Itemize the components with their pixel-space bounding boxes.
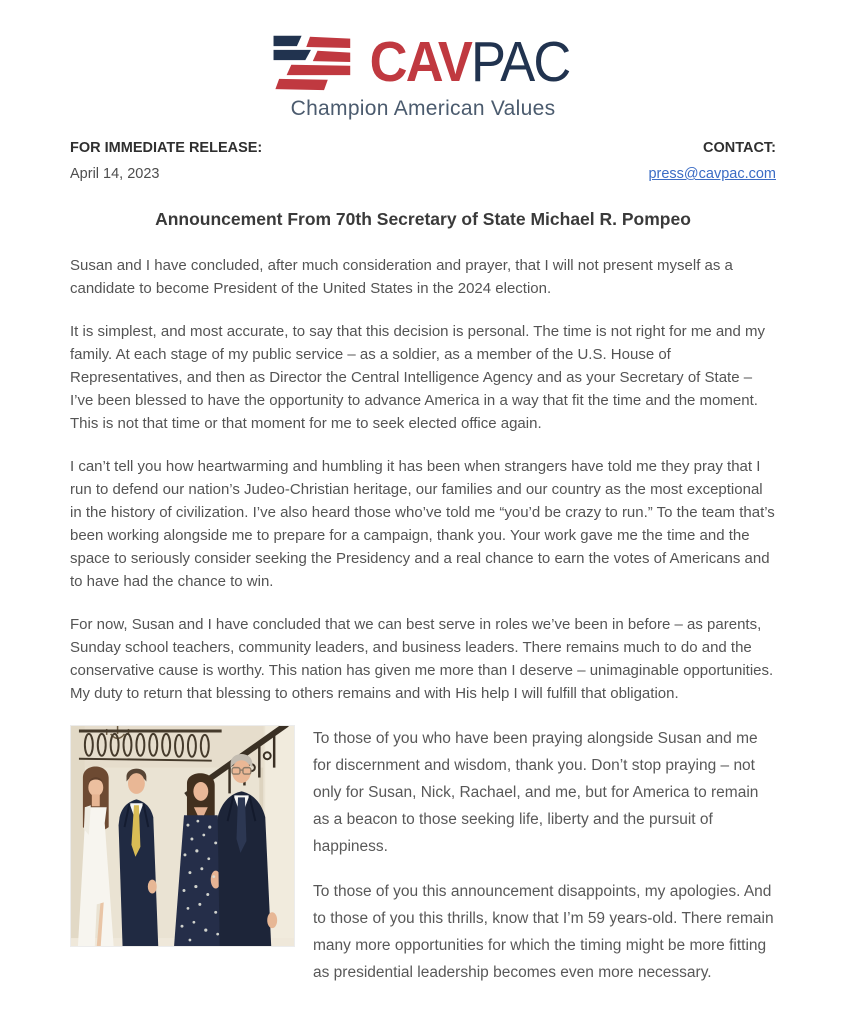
release-label: FOR IMMEDIATE RELEASE: <box>70 140 263 156</box>
logo-tagline: Champion American Values <box>290 97 556 120</box>
logo-wordmark <box>370 29 570 94</box>
photo-side-text <box>313 725 776 1004</box>
logo-cav-text: CAV <box>370 29 472 94</box>
contact-label: CONTACT: <box>702 140 776 156</box>
page-title: Announcement From 70th Secretary of State Michael R. Pompeo <box>155 209 691 229</box>
body-paragraph: To those of you this announcement disappoints, my apologies. And to those of you this thrills, know that I’m 59 years-old. There remain many more opportunities for which the timing might be more fitting as presidential leadership becomes even more necessary. <box>313 883 774 981</box>
body-paragraph: For now, Susan and I have concluded that we can best serve in roles we’ve been in before – as parents, Sunday school teachers, community leaders, and business leaders. There remains much to do and the conservative cause is worthy. This nation has given me more than I deserve – unimaginable opportunities. My duty to return that blessing to others remains and with His help I will fulfill that obligation. <box>70 616 774 702</box>
family-photo-illustration <box>71 726 294 946</box>
release-date: April 14, 2023 <box>70 166 160 182</box>
masthead <box>0 0 846 121</box>
family-photo <box>70 725 295 947</box>
body-paragraph: It is simplest, and most accurate, to say that this decision is personal. The time is not right for me and my family. At each stage of my public service – as a soldier, as a member of the U.S. House of Representatives, and then as Director the Central Intelligence Agency and as your Secretary of State – I’ve been blessed to have the opportunity to advance America in a way that fit the time and the moment. This is not that time or that moment for me to seek elected office again. <box>70 323 766 432</box>
contact-email-link[interactable]: press@cavpac.com <box>648 166 776 182</box>
flag-stripes-icon <box>267 33 353 91</box>
body-copy <box>70 254 776 1004</box>
cavpac-logo <box>0 30 846 94</box>
body-paragraph: To those of you who have been praying alongside Susan and me for discernment and wisdom, thank you. Don’t stop praying – not only for Susan, Nick, Rachael, and me, but for America to remain as a beacon to those seeking life, liberty and the pursuit of happiness. <box>313 730 759 855</box>
photo-section <box>70 725 776 1004</box>
body-paragraph: I can’t tell you how heartwarming and humbling it has been when strangers have told me they pray that I run to defend our nation’s Judeo-Christian heritage, our families and our country as the most exceptional in the history of civilization. I’ve also heard those who’ve told me “you’d be crazy to run.” To the team that’s been working alongside me to prepare for a campaign, thank you. Your work gave me the time and the space to seriously consider seeking the Presidency and a real chance to earn the votes of Americans and to have had the chance to win. <box>70 458 775 590</box>
contact-block <box>648 135 776 187</box>
release-block <box>70 135 262 187</box>
meta-row <box>70 135 776 187</box>
logo-pac-text: PAC <box>471 29 570 94</box>
body-paragraph: Susan and I have concluded, after much consideration and prayer, that I will not present myself as a candidate to become President of the United States in the 2024 election. <box>70 257 733 297</box>
